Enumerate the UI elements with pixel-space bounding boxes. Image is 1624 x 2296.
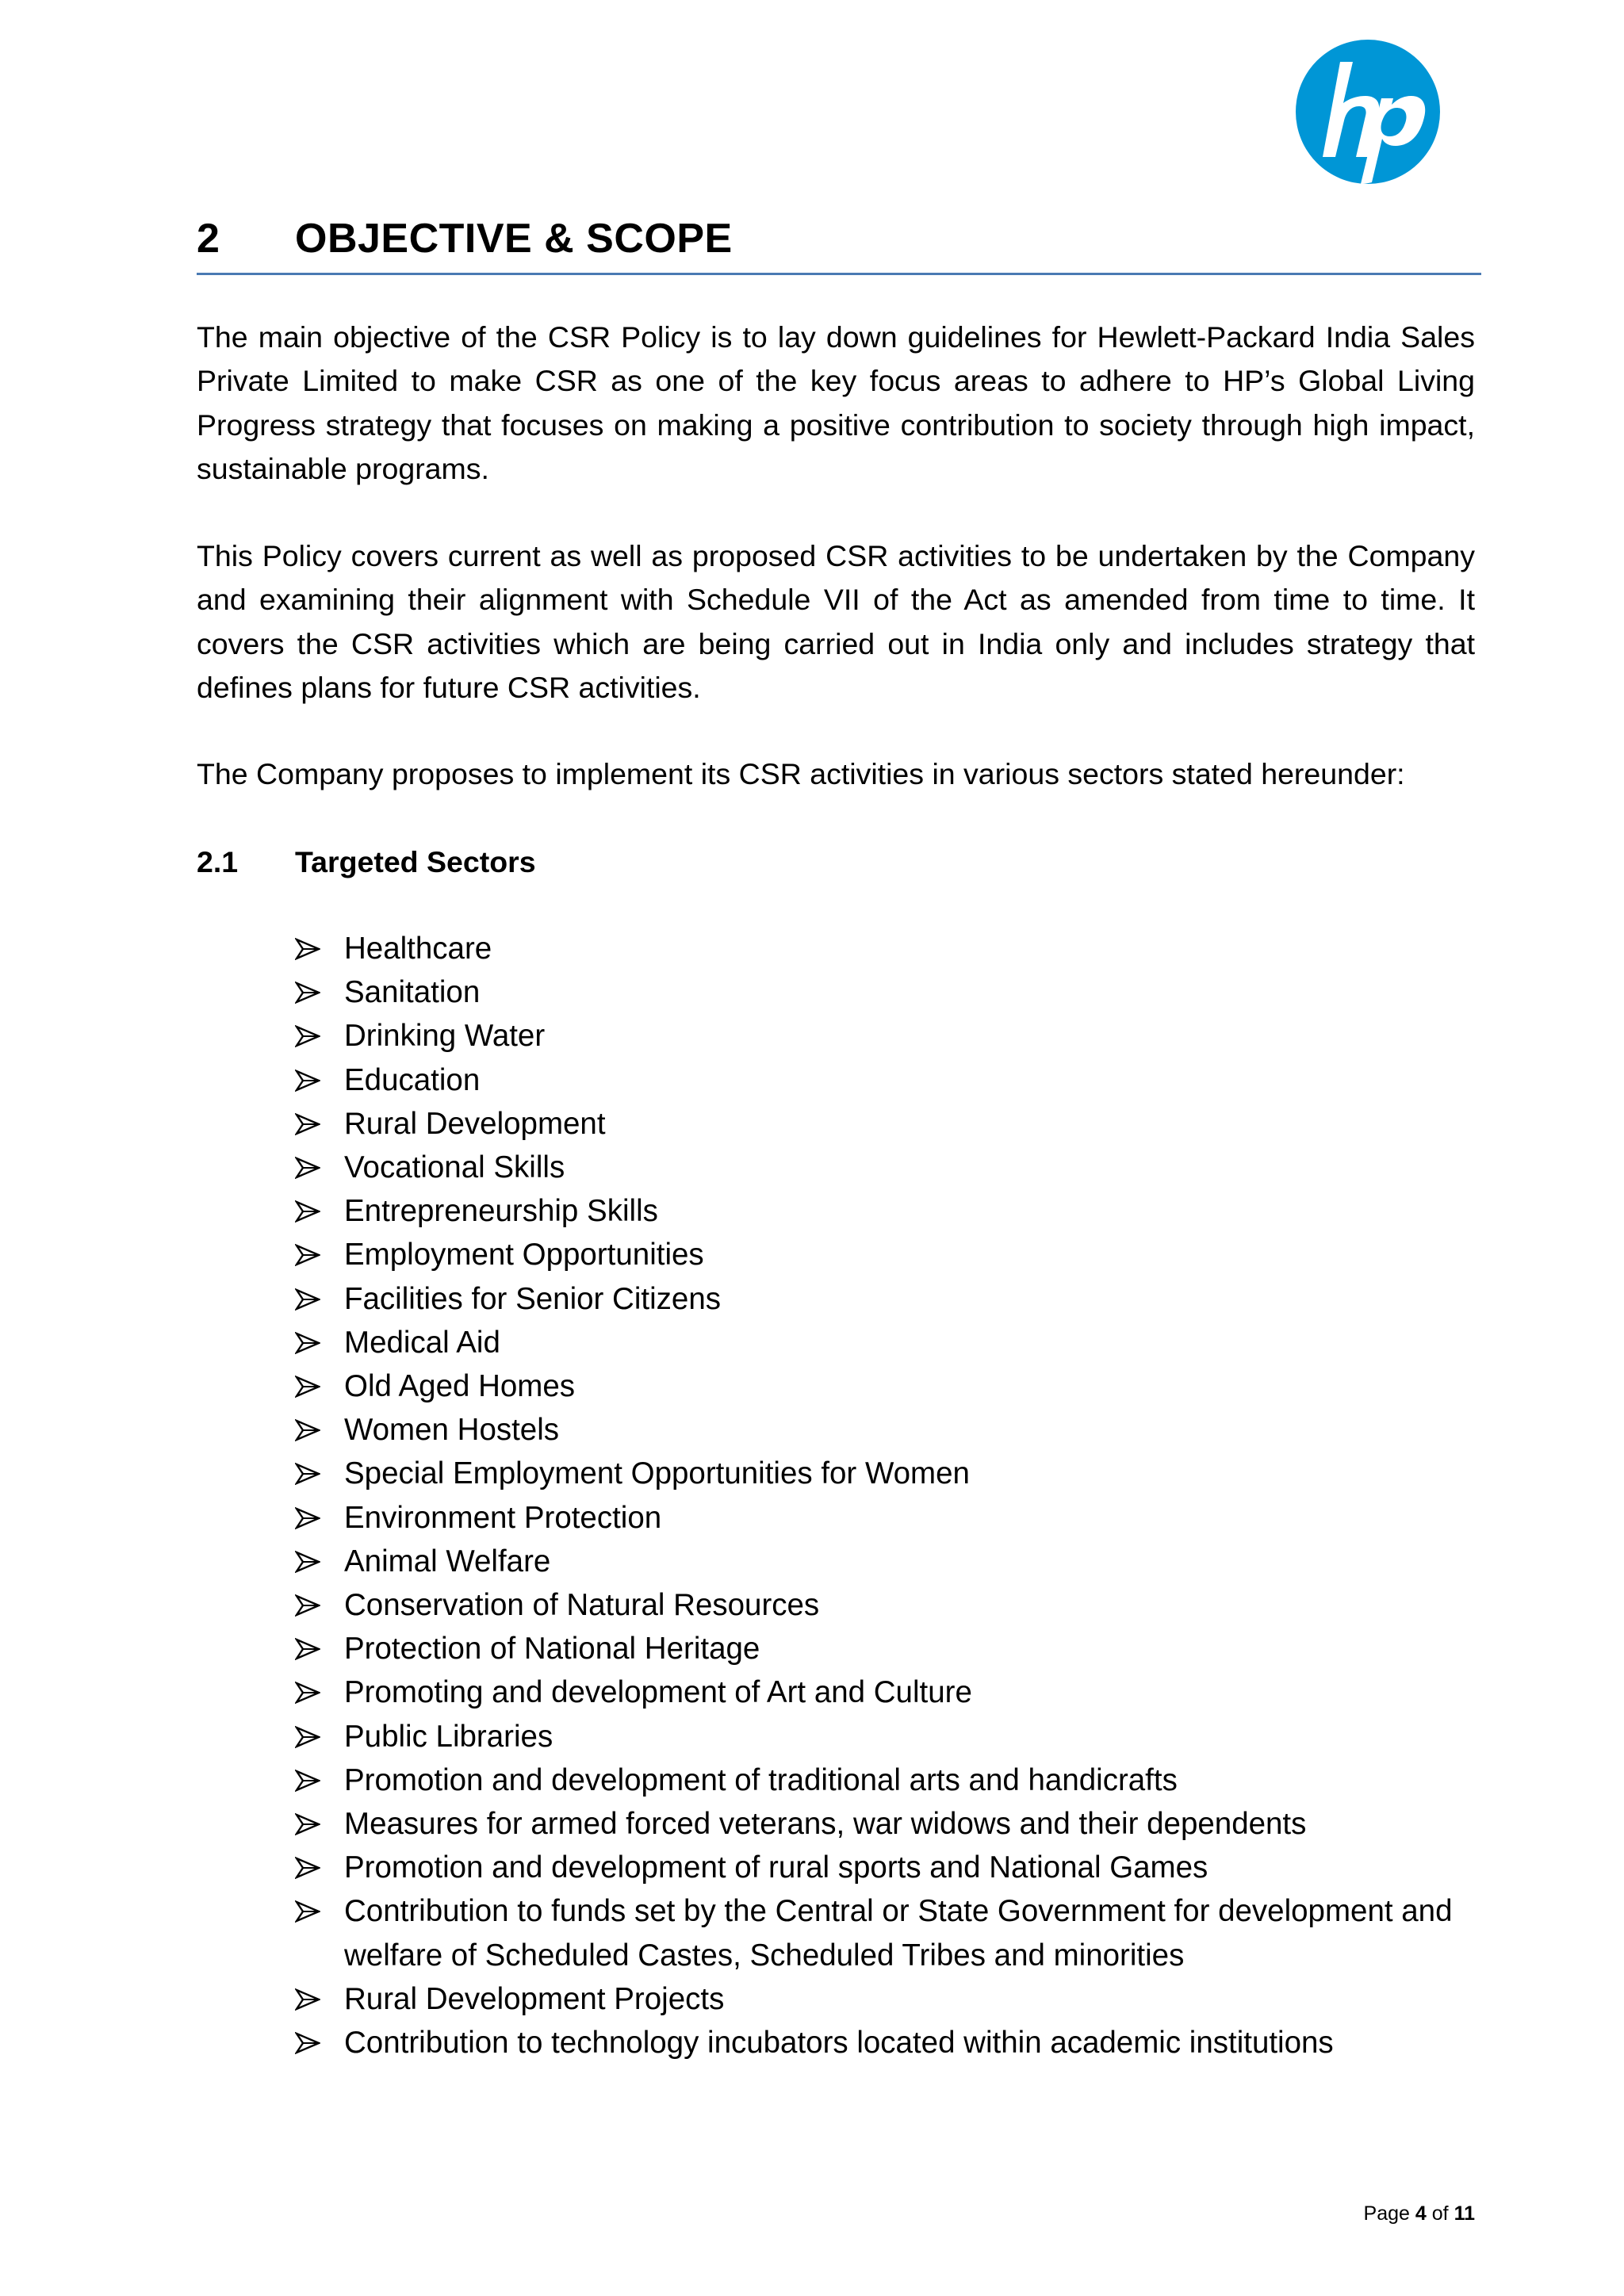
list-item-text: Education xyxy=(344,1062,481,1097)
page-label: Page xyxy=(1363,2202,1410,2225)
list-item xyxy=(293,1146,1477,1189)
subsection-number: 2.1 xyxy=(197,845,239,878)
arrow-bullet-icon xyxy=(293,1321,325,1364)
list-item-text: Measures for armed forced veterans, war widows and their dependents xyxy=(344,1807,1307,1842)
hp-logo xyxy=(1294,38,1442,186)
targeted-sectors-list xyxy=(293,927,1477,2064)
page-footer xyxy=(1364,2201,1475,2226)
list-item-text: Promotion and development of traditional arts and handicrafts xyxy=(344,1762,1178,1797)
arrow-bullet-icon xyxy=(293,1583,325,1627)
list-item xyxy=(293,1670,1477,1714)
list-item xyxy=(293,1977,1477,2021)
list-item-text: Animal Welfare xyxy=(344,1544,551,1578)
section-number: 2 xyxy=(197,216,220,262)
list-item xyxy=(293,1277,1477,1321)
list-item-text: Old Aged Homes xyxy=(344,1369,576,1404)
list-item xyxy=(293,1452,1477,1495)
list-item-text: Rural Development Projects xyxy=(344,1981,725,2016)
list-item xyxy=(293,1189,1477,1233)
list-item xyxy=(293,1758,1477,1802)
subsection-title: Targeted Sectors xyxy=(295,845,536,878)
arrow-bullet-icon xyxy=(293,1189,325,1233)
sectors-intro-paragraph: The Company proposes to implement its CSR activities in various sectors stated hereunder: xyxy=(197,757,1405,790)
of-label: of xyxy=(1431,2202,1449,2225)
arrow-bullet-icon xyxy=(293,1452,325,1495)
list-item-text: Contribution to funds set by the Central or State Government for development and welfare of Scheduled Castes, Scheduled Tribes and minorities xyxy=(344,1894,1453,1973)
list-item-text: Sanitation xyxy=(344,975,481,1010)
arrow-bullet-icon xyxy=(293,1277,325,1321)
list-item xyxy=(293,1540,1477,1583)
arrow-bullet-icon xyxy=(293,1540,325,1583)
arrow-bullet-icon xyxy=(293,1846,325,1889)
list-item xyxy=(293,1058,1477,1102)
list-item-text: Promoting and development of Art and Culture xyxy=(344,1675,972,1710)
arrow-bullet-icon xyxy=(293,1058,325,1102)
list-item-text: Drinking Water xyxy=(344,1019,546,1054)
arrow-bullet-icon xyxy=(293,1496,325,1540)
list-item-text: Vocational Skills xyxy=(344,1150,565,1185)
arrow-bullet-icon xyxy=(293,1715,325,1758)
list-item-text: Rural Development xyxy=(344,1106,606,1141)
list-item-text: Employment Opportunities xyxy=(344,1238,704,1272)
list-item xyxy=(293,1364,1477,1408)
list-item xyxy=(293,1102,1477,1146)
list-item xyxy=(293,1889,1477,1976)
list-item xyxy=(293,1846,1477,1889)
list-item-text: Special Employment Opportunities for Women xyxy=(344,1456,970,1491)
list-item-text: Women Hostels xyxy=(344,1413,560,1448)
section-heading xyxy=(197,208,1481,275)
list-item-text: Contribution to technology incubators located within academic institutions xyxy=(344,2026,1334,2061)
arrow-bullet-icon xyxy=(293,1889,325,1933)
arrow-bullet-icon xyxy=(293,1627,325,1670)
list-item xyxy=(293,1014,1477,1058)
list-item-text: Protection of National Heritage xyxy=(344,1632,760,1667)
list-item xyxy=(293,1321,1477,1364)
list-item xyxy=(293,970,1477,1014)
scope-paragraph: This Policy covers current as well as proposed CSR activities to be undertaken by the Company and examining their alignment with Schedule VII of the Act as amended from time to time. It covers the CSR activities which are being carried out in India only and includes strategy that defines plans for future CSR activities. xyxy=(197,539,1475,705)
list-item xyxy=(293,1802,1477,1846)
list-item xyxy=(293,1715,1477,1758)
arrow-bullet-icon xyxy=(293,1146,325,1189)
arrow-bullet-icon xyxy=(293,1977,325,2021)
list-item-text: Medical Aid xyxy=(344,1325,500,1360)
total-pages-number: 11 xyxy=(1454,2202,1475,2225)
list-item xyxy=(293,927,1477,970)
arrow-bullet-icon xyxy=(293,927,325,970)
list-item xyxy=(293,2021,1477,2064)
current-page-number: 4 xyxy=(1415,2202,1427,2225)
list-item xyxy=(293,1496,1477,1540)
list-item-text: Facilities for Senior Citizens xyxy=(344,1281,721,1316)
arrow-bullet-icon xyxy=(293,1364,325,1408)
list-item xyxy=(293,1408,1477,1452)
list-item-text: Promotion and development of rural sports and National Games xyxy=(344,1850,1208,1885)
arrow-bullet-icon xyxy=(293,1233,325,1276)
arrow-bullet-icon xyxy=(293,1802,325,1846)
arrow-bullet-icon xyxy=(293,1408,325,1452)
list-item-text: Environment Protection xyxy=(344,1500,662,1535)
list-item xyxy=(293,1583,1477,1627)
arrow-bullet-icon xyxy=(293,970,325,1014)
list-item-text: Entrepreneurship Skills xyxy=(344,1194,658,1229)
list-item-text: Conservation of Natural Resources xyxy=(344,1588,820,1623)
section-title: OBJECTIVE & SCOPE xyxy=(295,216,733,262)
objective-paragraph: The main objective of the CSR Policy is to lay down guidelines for Hewlett-Packard India Sales Private Limited to make CSR as one of the key focus areas to adhere to HP’s Global Living Progress strategy that focuses on making a positive contribution to society through high impact, sustainable programs. xyxy=(197,320,1475,486)
list-item xyxy=(293,1627,1477,1670)
arrow-bullet-icon xyxy=(293,1670,325,1714)
arrow-bullet-icon xyxy=(293,1014,325,1058)
list-item xyxy=(293,1233,1477,1276)
list-item-text: Public Libraries xyxy=(344,1719,553,1754)
list-item-text: Healthcare xyxy=(344,932,492,966)
arrow-bullet-icon xyxy=(293,1102,325,1146)
arrow-bullet-icon xyxy=(293,2021,325,2064)
arrow-bullet-icon xyxy=(293,1758,325,1802)
